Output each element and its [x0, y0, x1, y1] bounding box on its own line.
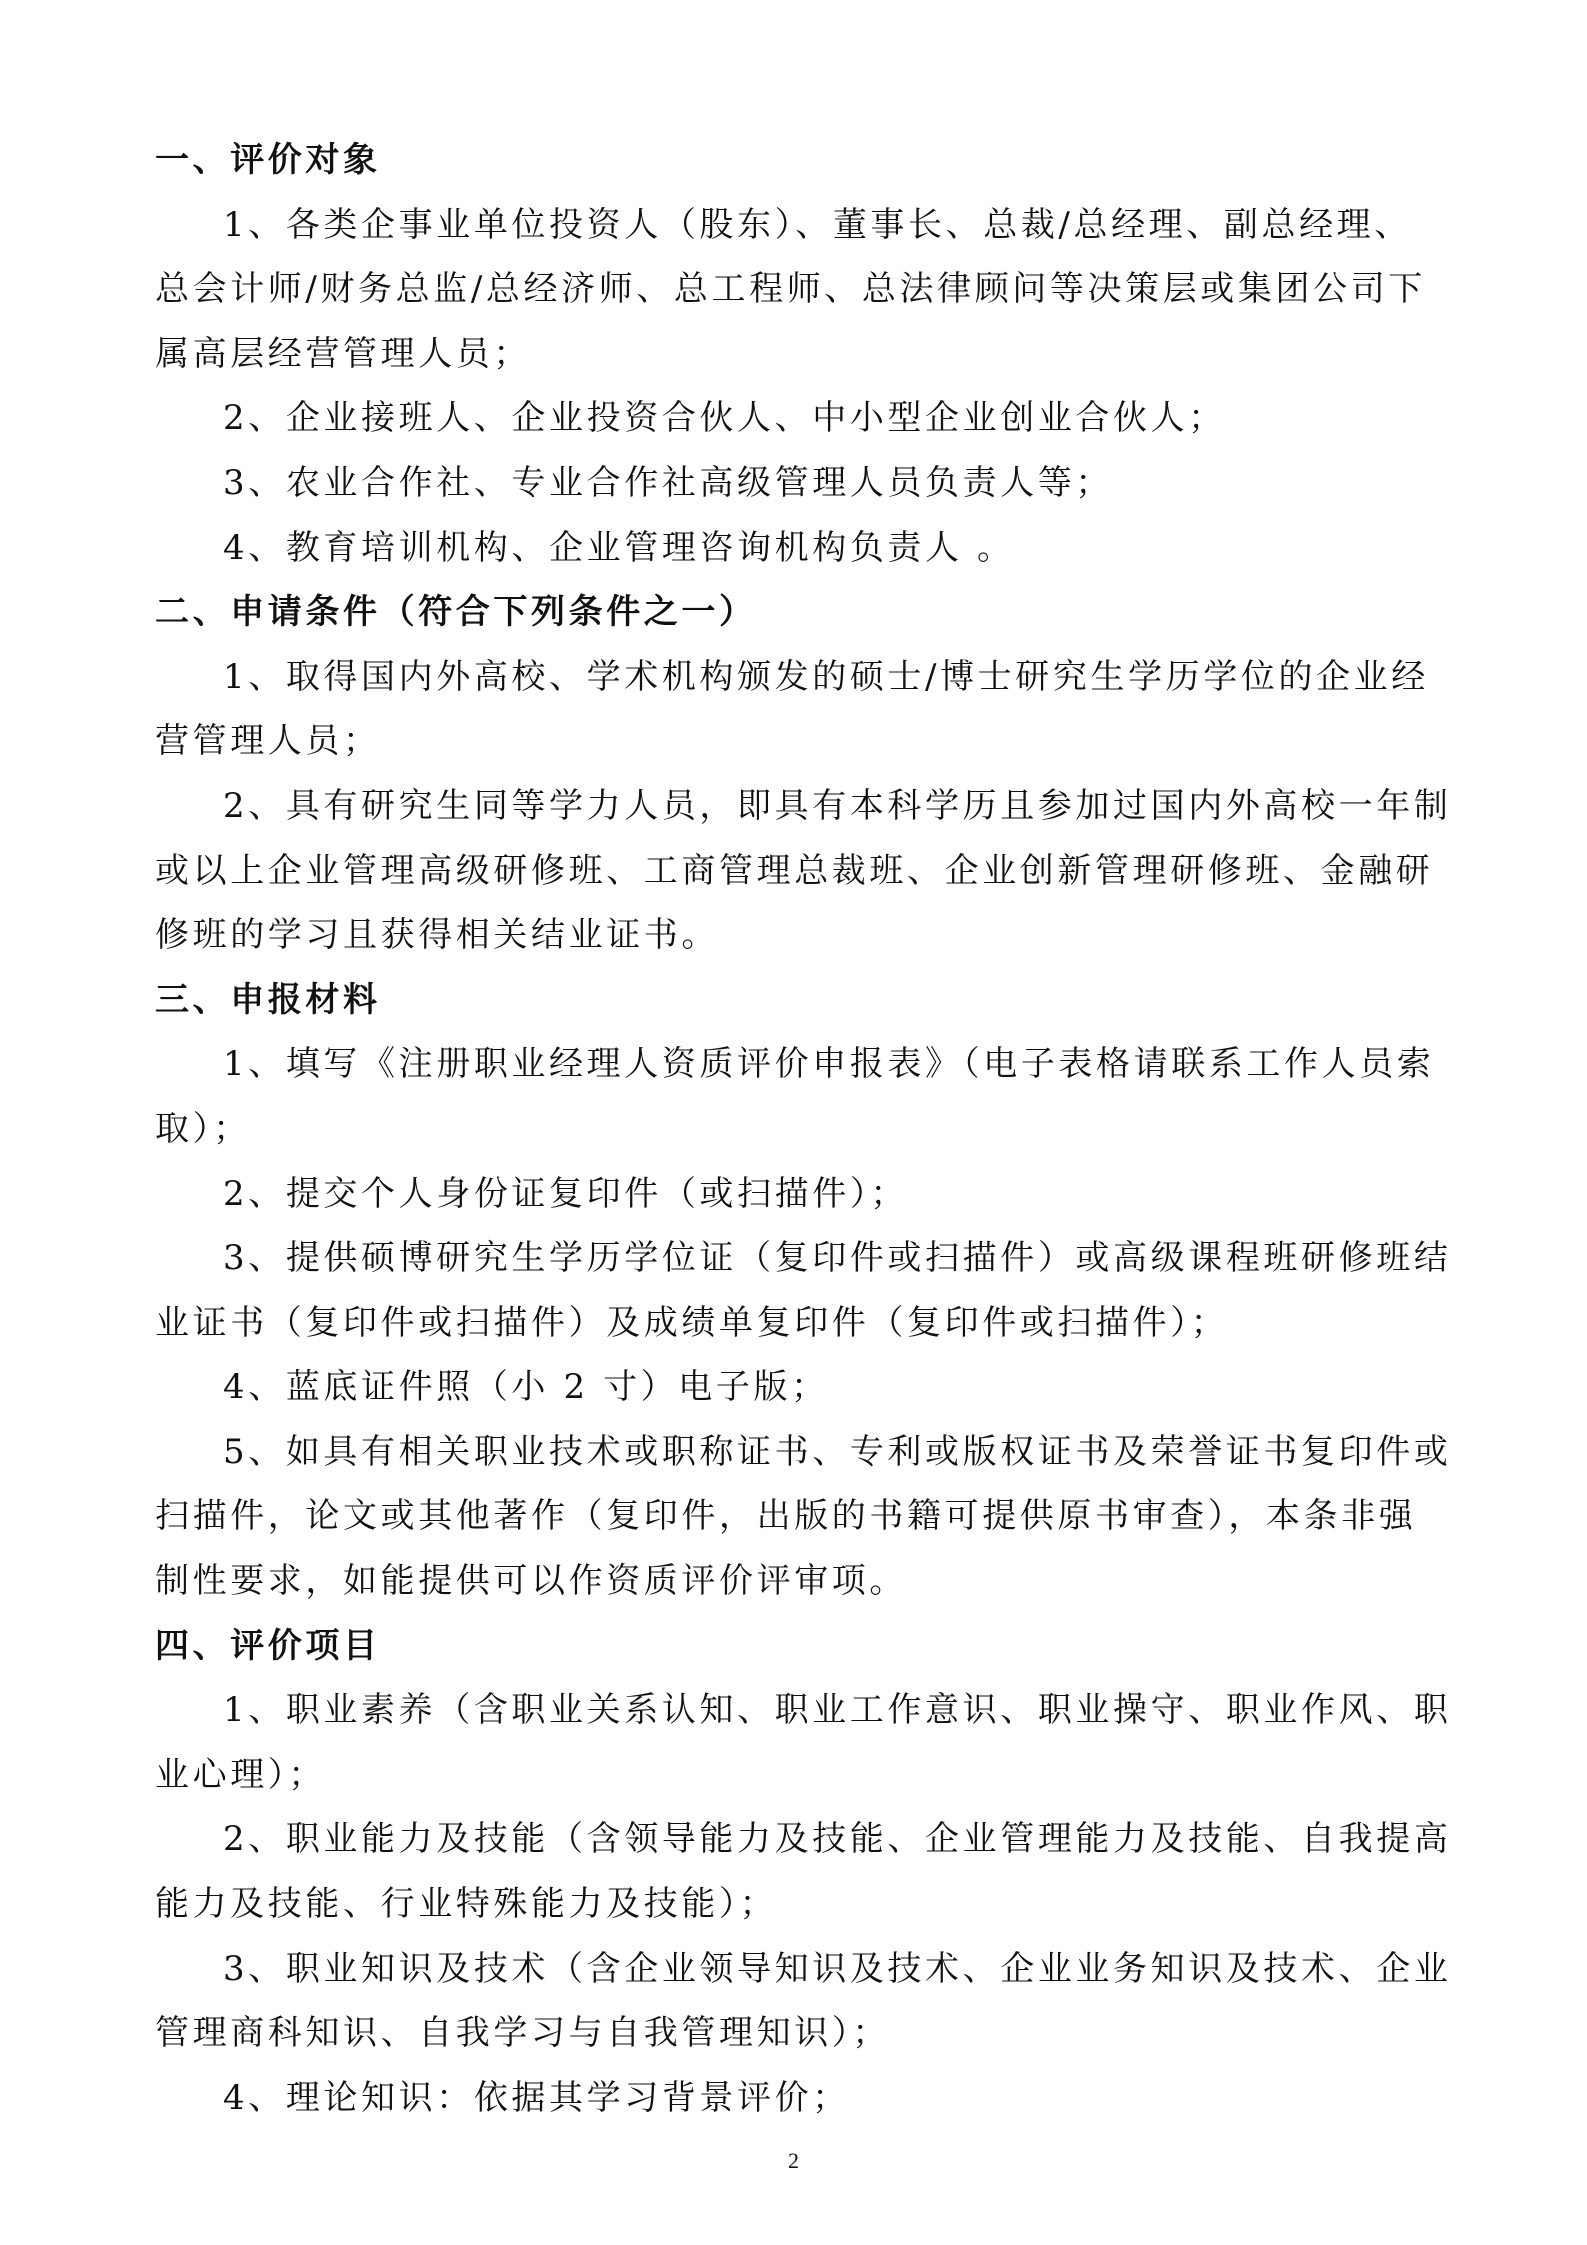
paragraph-line: 属高层经营管理人员； — [155, 333, 531, 374]
section-heading-evaluation-items: 四、评价项目 — [155, 1625, 381, 1666]
paragraph-line: 4、蓝底证件照（小 2 寸）电子版； — [223, 1367, 829, 1408]
section-heading-application-conditions: 二、申请条件（符合下列条件之一） — [155, 592, 757, 633]
paragraph-line: 管理商科知识、自我学习与自我管理知识）； — [155, 2013, 890, 2054]
paragraph-line: 1、填写《注册职业经理人资质评价申报表》（电子表格请联系工作人员索 — [223, 1044, 1435, 1085]
paragraph-line: 1、取得国内外高校、学术机构颁发的硕士/博士研究生学历学位的企业经 — [223, 656, 1429, 697]
paragraph-line: 取）； — [155, 1108, 251, 1149]
paragraph-line: 或以上企业管理高级研修班、工商管理总裁班、企业创新管理研修班、金融研 — [155, 850, 1434, 891]
page-number: 2 — [788, 2148, 799, 2173]
paragraph-line: 制性要求，如能提供可以作资质评价评审项。 — [155, 1561, 907, 1602]
paragraph-line: 2、企业接班人、企业投资合伙人、中小型企业创业合伙人； — [223, 398, 1226, 439]
document-body — [155, 128, 1452, 2130]
paragraph-line: 营管理人员； — [155, 721, 381, 762]
paragraph-line: 能力及技能、行业特殊能力及技能）； — [155, 1884, 778, 1925]
paragraph-line: 4、教育培训机构、企业管理咨询机构负责人 。 — [223, 527, 1015, 568]
paragraph-line: 3、提供硕博研究生学历学位证（复印件或扫描件）或高级课程班研修班结 — [223, 1238, 1452, 1279]
paragraph-line: 5、如具有相关职业技术或职称证书、专利或版权证书及荣誉证书复印件或 — [223, 1431, 1452, 1472]
paragraph-line: 业证书（复印件或扫描件）及成绩单复印件（复印件或扫描件）； — [155, 1302, 1229, 1343]
section-heading-application-materials: 三、申报材料 — [155, 979, 381, 1020]
paragraph-line: 1、职业素养（含职业关系认知、职业工作意识、职业操守、职业作风、职 — [223, 1690, 1452, 1731]
paragraph-line: 扫描件，论文或其他著作（复印件，出版的书籍可提供原书审查），本条非强 — [155, 1496, 1417, 1537]
section-heading-evaluation-target: 一、评价对象 — [155, 140, 381, 180]
paragraph-line: 2、具有研究生同等学力人员，即具有本科学历且参加过国内外高校一年制 — [223, 785, 1452, 826]
paragraph-line: 2、提交个人身份证复印件（或扫描件）； — [223, 1173, 909, 1214]
paragraph-line: 业心理）； — [155, 1754, 326, 1795]
paragraph-line: 修班的学习且获得相关结业证书。 — [155, 915, 719, 956]
paragraph-line: 1、各类企事业单位投资人（股东）、董事长、总裁/总经理、副总经理、 — [223, 204, 1412, 245]
paragraph-line: 3、农业合作社、专业合作社高级管理人员负责人等； — [223, 462, 1114, 503]
paragraph-line: 总会计师/财务总监/总经济师、总工程师、总法律顾问等决策层或集团公司下 — [155, 269, 1426, 310]
paragraph-line: 4、理论知识：依据其学习背景评价； — [223, 2077, 850, 2118]
paragraph-line: 3、职业知识及技术（含企业领导知识及技术、企业业务知识及技术、企业 — [223, 1948, 1452, 1989]
paragraph-line: 2、职业能力及技能（含领导能力及技能、企业管理能力及技能、自我提高 — [223, 1819, 1452, 1860]
